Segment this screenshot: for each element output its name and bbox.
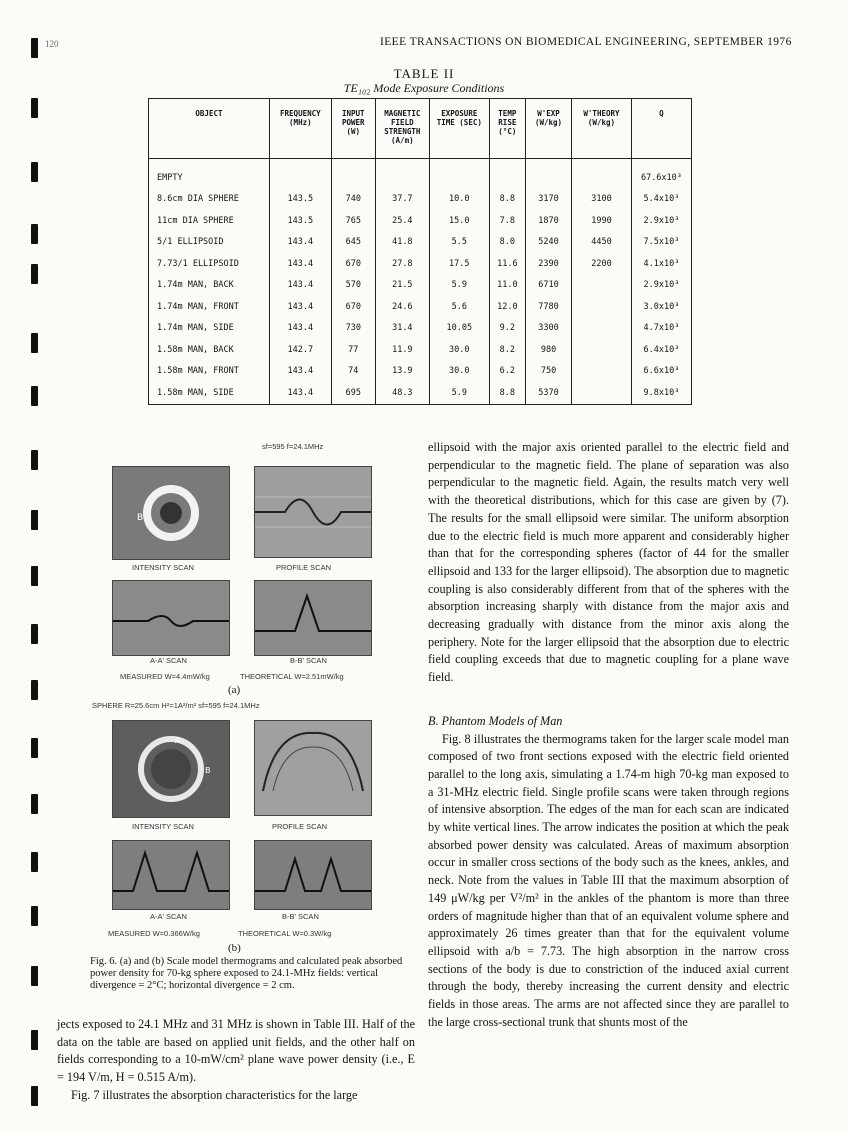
table-cell: 143.4: [269, 361, 331, 383]
binder-hole: [31, 450, 38, 470]
fig-a-label: (a): [228, 684, 241, 696]
col-header-input-power: INPUT POWER (W): [331, 99, 375, 159]
table-cell: 30.0: [429, 361, 489, 383]
table-cell-object: 1.58m MAN, BACK: [149, 339, 270, 361]
binder-hole: [31, 624, 38, 644]
table-cell: 11.9: [375, 339, 429, 361]
col-header-magnetic-field: MAGNETIC FIELD STRENGTH (A/m): [375, 99, 429, 159]
table-cell: [572, 275, 632, 297]
right-paragraph: ellipsoid with the major axis oriented parallel to the electric field and perpendicular to the magnetic field. The plane of separation was also perpendicular to the magnetic field. Again, the results match very well with the theoretical distributions, which for this case are given by (7). The results for the small ellipsoid were similar. The uniform absorption due to the electric field is much more apparent and considerably higher than that for the corresponding spheres (factor of 44 for the smaller ellipsoid and 133 for the larger ellipsoid). The absorption due to magnetic coupling is also considerably different from that of the spheres with the absorption increasing sharply with distance from the major axis and decreasing gradually with distance from the minor axis along the periphery. Note for the larger ellipsoid that the absorption due to electric field coupling exceeds that due to magnetic coupling for a plane wave field.: [428, 440, 789, 685]
table-cell: 5.6: [429, 296, 489, 318]
table-cell: 730: [331, 318, 375, 340]
binder-hole: [31, 1030, 38, 1050]
svg-text:A: A: [175, 736, 181, 745]
table-cell: 4.7x10³: [631, 318, 691, 340]
table-row: [149, 361, 692, 383]
binder-hole: [31, 680, 38, 700]
table-cell: 2390: [525, 253, 571, 275]
table-cell: 10.05: [429, 318, 489, 340]
fig-a-theoretical: THEORETICAL W=2.51mW/kg: [240, 672, 344, 681]
col-header-w-theory: W'THEORY (W/kg): [572, 99, 632, 159]
binder-hole: [31, 98, 38, 118]
left-paragraph: jects exposed to 24.1 MHz and 31 MHz is shown in Table III. Half of the data on the table are based on applied unit fields, and the other half on fields corresponding to a 10-mW/cm² plane wave power density (i.e., E = 194 V/m, H = 0.515 A/m).: [57, 1017, 415, 1085]
table-cell: 37.7: [375, 189, 429, 211]
table-cell-object: 8.6cm DIA SPHERE: [149, 189, 270, 211]
table-subtitle: TE₁₀₂ Mode Exposure Conditions: [343, 81, 505, 95]
col-header-temp-rise: TEMP RISE (°C): [489, 99, 525, 159]
table-cell: 3100: [572, 189, 632, 211]
table-cell-object: 5/1 ELLIPSOID: [149, 232, 270, 254]
binder-hole: [31, 966, 38, 986]
table-cell: 143.5: [269, 189, 331, 211]
table-row: [149, 382, 692, 404]
table-cell: 1990: [572, 210, 632, 232]
table-cell: 143.4: [269, 382, 331, 404]
table-cell: 2200: [572, 253, 632, 275]
table-cell: 980: [525, 339, 571, 361]
table-cell: 645: [331, 232, 375, 254]
table-header-row: [149, 99, 692, 159]
table-cell: 143.4: [269, 296, 331, 318]
table-cell: 9.8x10³: [631, 382, 691, 404]
table-cell: 25.4: [375, 210, 429, 232]
table-cell: [375, 167, 429, 189]
table-cell: 8.8: [489, 189, 525, 211]
table-cell: 13.9: [375, 361, 429, 383]
col-header-object: OBJECT: [149, 99, 270, 159]
table-cell: 750: [525, 361, 571, 383]
table-cell-object: 7.73/1 ELLIPSOID: [149, 253, 270, 275]
table-cell: 143.4: [269, 232, 331, 254]
table-cell: 24.6: [375, 296, 429, 318]
fig-b-intensity-thermogram: [112, 720, 230, 818]
table-cell: 3300: [525, 318, 571, 340]
table-cell: 5.9: [429, 275, 489, 297]
table-row: [149, 167, 692, 189]
fig-b-measured: MEASURED W=0.366W/kg: [108, 929, 200, 938]
table-cell: 570: [331, 275, 375, 297]
binder-hole: [31, 794, 38, 814]
table-row: [149, 253, 692, 275]
table-cell-object: 1.58m MAN, SIDE: [149, 382, 270, 404]
table-cell: 142.7: [269, 339, 331, 361]
table-cell: 695: [331, 382, 375, 404]
table-cell: [572, 382, 632, 404]
binder-edge: [0, 0, 40, 1133]
binder-hole: [31, 162, 38, 182]
binder-hole: [31, 738, 38, 758]
fig-a-bb-label: B-B' SCAN: [290, 656, 327, 665]
table-cell: 6.6x10³: [631, 361, 691, 383]
table-cell-object: 11cm DIA SPHERE: [149, 210, 270, 232]
table-row: [149, 232, 692, 254]
table-cell: 4450: [572, 232, 632, 254]
table-cell: 74: [331, 361, 375, 383]
binder-hole: [31, 224, 38, 244]
table-cell: 31.4: [375, 318, 429, 340]
table-title: TABLE II: [393, 66, 455, 81]
exposure-conditions-table: [148, 98, 692, 405]
binder-hole: [31, 38, 38, 58]
svg-text:B: B: [205, 766, 211, 775]
fig-b-bb-scan: [254, 840, 372, 910]
table-cell-object: EMPTY: [149, 167, 270, 189]
fig-a-aa-scan: [112, 580, 230, 656]
col-header-w-exp: W'EXP (W/kg): [525, 99, 571, 159]
table-cell: [331, 167, 375, 189]
left-column: [57, 1016, 415, 1105]
table-cell: [572, 318, 632, 340]
table-cell: [572, 339, 632, 361]
fig-b-profile-label: PROFILE SCAN: [272, 822, 328, 831]
table-cell: 7.5x10³: [631, 232, 691, 254]
fig-a-aa-label: A-A' SCAN: [150, 656, 187, 665]
table-cell: 11.0: [489, 275, 525, 297]
col-header-q: Q: [631, 99, 691, 159]
right-column: [428, 439, 789, 1032]
table-cell: 21.5: [375, 275, 429, 297]
table-cell: 6710: [525, 275, 571, 297]
table-cell: 67.6x10³: [631, 167, 691, 189]
table-cell: 3.0x10³: [631, 296, 691, 318]
fig-a-bb-scan: [254, 580, 372, 656]
binder-hole: [31, 852, 38, 872]
table-cell-object: 1.74m MAN, FRONT: [149, 296, 270, 318]
table-cell: 7.8: [489, 210, 525, 232]
table-cell: [572, 167, 632, 189]
table-cell: [525, 167, 571, 189]
fig-b-bb-label: B-B' SCAN: [282, 912, 319, 921]
page-number: 120: [45, 39, 59, 49]
fig-a-intensity-thermogram: [112, 466, 230, 560]
table-cell: 5.9: [429, 382, 489, 404]
table-cell: 30.0: [429, 339, 489, 361]
table-cell: 12.0: [489, 296, 525, 318]
table-row: [149, 339, 692, 361]
table-cell: 48.3: [375, 382, 429, 404]
table-row: [149, 189, 692, 211]
table-cell-object: 1.58m MAN, FRONT: [149, 361, 270, 383]
table-cell: [572, 361, 632, 383]
table-cell: 5.5: [429, 232, 489, 254]
section-heading: B. Phantom Models of Man: [428, 713, 563, 728]
figure-caption: Fig. 6. (a) and (b) Scale model thermograms and calculated peak absorbed power density for 70-kg sphere exposed to 24.1-MHz fields: vertical divergence = 2°C; horizontal divergence = 2 cm.: [90, 956, 403, 991]
table-cell: 10.0: [429, 189, 489, 211]
table-cell: 9.2: [489, 318, 525, 340]
fig-b-intensity-label: INTENSITY SCAN: [132, 822, 194, 831]
binder-hole: [31, 566, 38, 586]
table-cell: 41.8: [375, 232, 429, 254]
table-spacer-row: [149, 159, 692, 168]
fig-b-profile-thermogram: [254, 720, 372, 816]
table-row: [149, 275, 692, 297]
fig-a-profile-thermogram: [254, 466, 372, 558]
table-cell: 11.6: [489, 253, 525, 275]
table-cell-object: 1.74m MAN, SIDE: [149, 318, 270, 340]
left-paragraph: Fig. 7 illustrates the absorption characteristics for the large: [71, 1087, 358, 1102]
table-cell-object: 1.74m MAN, BACK: [149, 275, 270, 297]
table-cell: 3170: [525, 189, 571, 211]
fig-a-profile-label: PROFILE SCAN: [276, 563, 332, 572]
table-cell: 5240: [525, 232, 571, 254]
table-cell: 2.9x10³: [631, 275, 691, 297]
right-paragraph: Fig. 8 illustrates the thermograms taken for the larger scale model man composed of two front sections exposed with the electric field oriented parallel to the long axis, simulating a 1.74-m high 70-kg man exposed to a 31-MHz electric field. Single profile scans were taken through regions of intensive absorption. The edges of the man for each scan are indicated by white vertical lines. The arrow indicates the position at which the peak absorbed power density was calculated. Areas of maximum absorption occur in smaller cross sections of the body such as the knees, ankles, and neck. Note from the values in Table III that the maximum absorption of 149 μW/kg per V²/m² in the ankles of the phantom is more than three orders of magnitude higher than that of an equivalent volume sphere and approximately 26 times greater than that for the equivalent volume ellipsoid with a/b = 7.73. The high absorption in the narrow cross sections of the body is due to constriction of the induced axial current through the body, thereby increasing the current density and electric fields in those areas. The arms are not affected since they are parallel to the large cross-sectional trunk that shunts most of the: [428, 731, 789, 1029]
binder-hole: [31, 1086, 38, 1106]
table-cell: [429, 167, 489, 189]
table-cell: 740: [331, 189, 375, 211]
fig-b-aa-scan: [112, 840, 230, 910]
fig-a-top-label: sf=595 f=24.1MHz: [262, 442, 324, 451]
table-cell: 670: [331, 253, 375, 275]
table-cell: 77: [331, 339, 375, 361]
table-cell: 8.0: [489, 232, 525, 254]
binder-hole: [31, 264, 38, 284]
fig-b-aa-label: A-A' SCAN: [150, 912, 187, 921]
table-cell: 670: [331, 296, 375, 318]
table-cell: 2.9x10³: [631, 210, 691, 232]
table-cell: 143.4: [269, 253, 331, 275]
table-cell: 8.8: [489, 382, 525, 404]
binder-hole: [31, 906, 38, 926]
table-cell: 143.5: [269, 210, 331, 232]
fig-b-top-label: SPHERE R=25.6cm H²=1A²/m² sf=595 f=24.1MHz: [92, 701, 260, 710]
fig-b-theoretical: THEORETICAL W=0.3W/kg: [238, 929, 332, 938]
table-row: [149, 210, 692, 232]
table-cell: 8.2: [489, 339, 525, 361]
binder-hole: [31, 510, 38, 530]
table-cell: [269, 167, 331, 189]
fig-b-label: (b): [228, 942, 241, 954]
table-cell: 7780: [525, 296, 571, 318]
table-cell: [489, 167, 525, 189]
table-cell: 4.1x10³: [631, 253, 691, 275]
table-row: [149, 296, 692, 318]
table-cell: 27.8: [375, 253, 429, 275]
table-cell: 6.2: [489, 361, 525, 383]
table-cell: 17.5: [429, 253, 489, 275]
table-cell: 143.4: [269, 275, 331, 297]
table-cell: 5.4x10³: [631, 189, 691, 211]
table-cell: 143.4: [269, 318, 331, 340]
table-cell: 5370: [525, 382, 571, 404]
binder-hole: [31, 386, 38, 406]
table-cell: 6.4x10³: [631, 339, 691, 361]
fig-a-intensity-label: INTENSITY SCAN: [132, 563, 194, 572]
table-cell: [572, 296, 632, 318]
table-row: [149, 318, 692, 340]
table-cell: 1870: [525, 210, 571, 232]
col-header-exposure-time: EXPOSURE TIME (SEC): [429, 99, 489, 159]
running-header: IEEE TRANSACTIONS ON BIOMEDICAL ENGINEERING, SEPTEMBER 1976: [380, 36, 792, 48]
table-cell: 765: [331, 210, 375, 232]
table-cell: 15.0: [429, 210, 489, 232]
binder-hole: [31, 333, 38, 353]
fig-a-measured: MEASURED W=4.4mW/kg: [120, 672, 210, 681]
svg-text:B: B: [137, 513, 144, 523]
col-header-frequency: FREQUENCY (MHz): [269, 99, 331, 159]
